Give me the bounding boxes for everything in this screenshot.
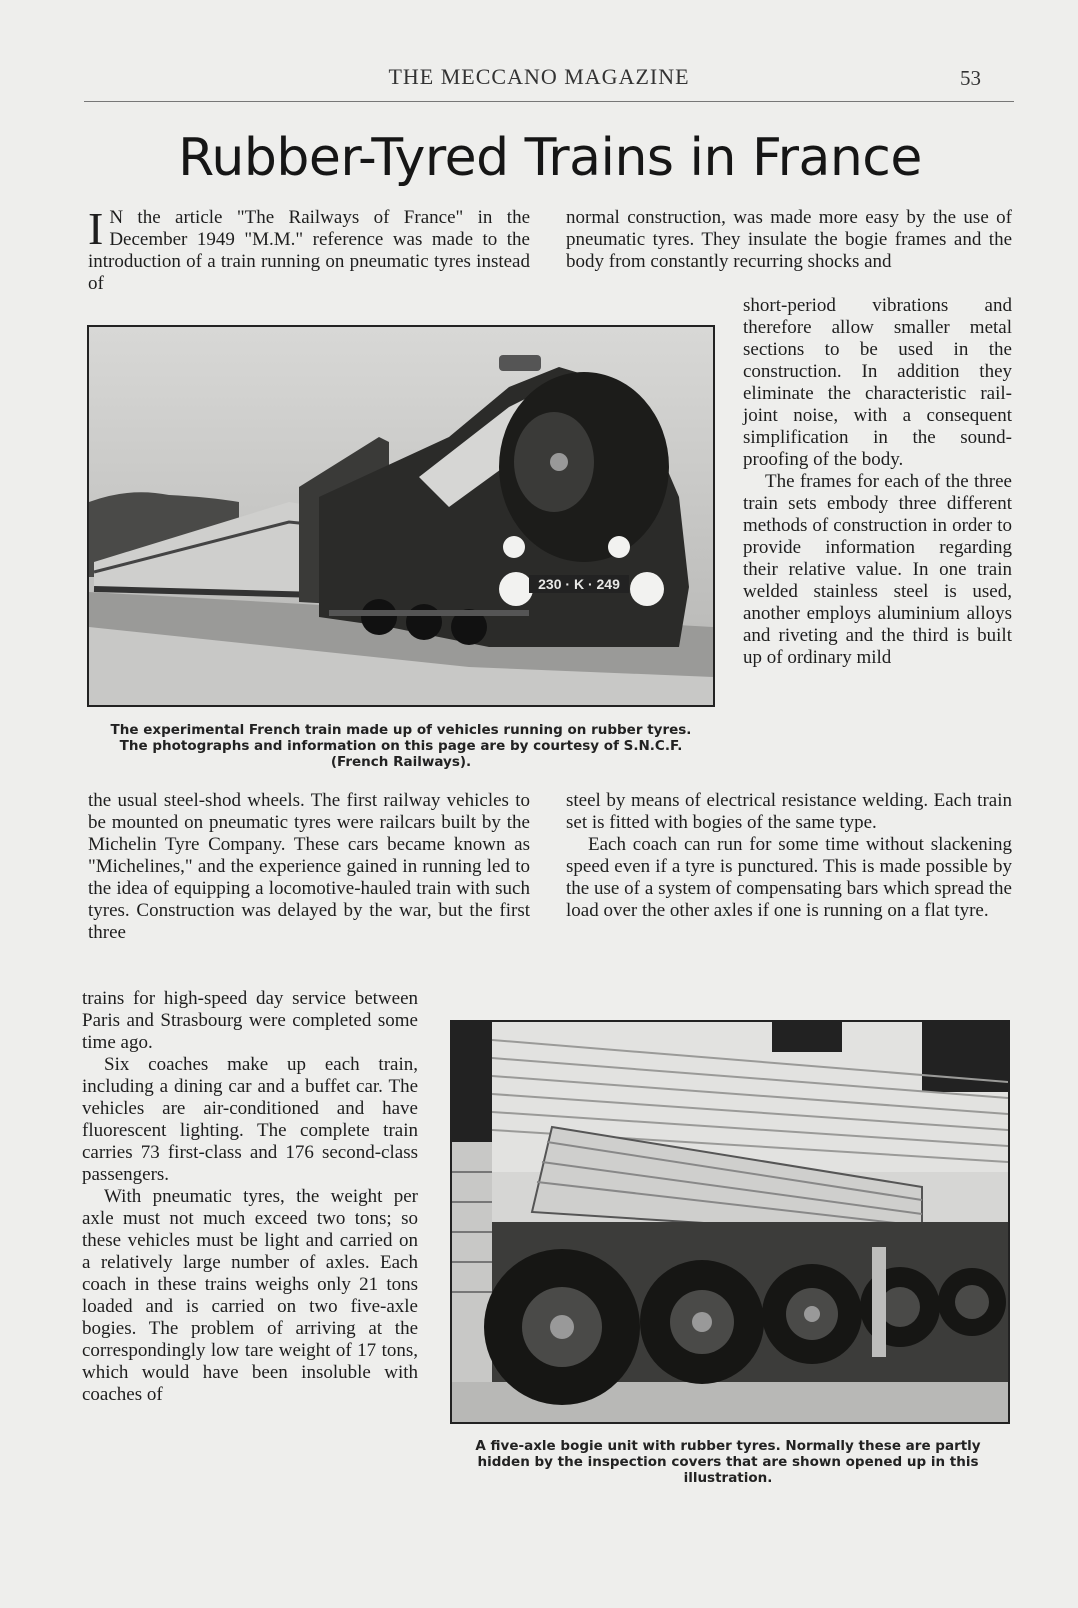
frames-paragraph: The frames for each of the three train sets embody three different methods of construction in order to provide information regarding their relative value. In one train welded stainless steel is used, another employs aluminium alloys and riveting and the third is built up of ordinary mild (743, 471, 1012, 668)
right-top-paragraph: normal construction, was made more easy by the use of pneumatic tyres. They insulate the bogie frames and the body from constantly recurring shocks and (566, 207, 1012, 272)
header-rule (84, 101, 1014, 102)
caption1-line3: (French Railways). (330, 754, 472, 770)
right-column-mid (566, 790, 1012, 922)
magazine-header-title: THE MECCANO MAGAZINE (388, 64, 690, 89)
left-column-mid (88, 790, 530, 944)
drop-cap: I (88, 203, 104, 254)
right-column-narrow (743, 295, 1012, 669)
number-plate-text: 230 · K · 249 (538, 576, 620, 592)
left-column-narrow (82, 988, 418, 1406)
bogie-caption (440, 1438, 1016, 1486)
intro-paragraph (88, 203, 530, 295)
intro-text: N the article "The Railways of France" in the December 1949 "M.M." reference was made to the introduction of a train running on pneumatic tyres instead of (88, 207, 530, 294)
axle-weight-paragraph: With pneumatic tyres, the weight per axle must not much exceed two tons; so these vehicles must be light and carried on a relatively large number of axles. Each coach in these trains weighs only 21 tons loaded and is carried on two five-axle bogies. The problem of arriving at the correspondingly low tare weight of 17 tons, which would have been insoluble with coaches of (82, 1186, 418, 1405)
right-column-top (566, 207, 1012, 273)
bogie-photo (450, 1020, 1010, 1424)
bogie-illustration (452, 1022, 1008, 1422)
welding-paragraph: steel by means of electrical resistance welding. Each train set is fitted with bogies of the same type. (566, 790, 1012, 833)
trains-paragraph: trains for high-speed day service between Paris and Strasbourg were completed some time ago. (82, 988, 418, 1053)
locomotive-caption (85, 722, 717, 770)
coaches-paragraph: Six coaches make up each train, including a dining car and a buffet car. The vehicles are air-conditioned and have fluorescent lighting. The complete train carries 73 first-class and 176 second-class passengers. (82, 1054, 418, 1185)
caption1-line2: The photographs and information on this page are by courtesy of S.N.C.F. (119, 738, 683, 754)
locomotive-photo (87, 325, 715, 707)
flat-tyre-paragraph: Each coach can run for some time without slackening speed even if a tyre is punctured. This is made possible by the use of a system of compensating bars which spread the load over the other axles if one is running on a flat tyre. (566, 834, 1012, 921)
caption2-line2: hidden by the inspection covers that are shown opened up in this (477, 1454, 979, 1470)
locomotive-illustration (89, 327, 713, 705)
vibration-paragraph: short-period vibrations and therefore allow smaller metal sections to be used in the construction. In addition they eliminate the characteristic rail-joint noise, with a consequent simplification in the sound-proofing of the body. (743, 295, 1012, 470)
caption2-line3: illustration. (683, 1470, 773, 1486)
caption2-line1: A five-axle bogie unit with rubber tyres. Normally these are partly (475, 1438, 981, 1454)
caption1-line1: The experimental French train made up of vehicles running on rubber tyres. (110, 722, 692, 738)
michelin-paragraph: the usual steel-shod wheels. The first railway vehicles to be mounted on pneumatic tyres were railcars built by the Michelin Tyre Company. These cars became known as "Michelines," and the experience gained in running led to the idea of equipping a locomotive-hauled train with such tyres. Construction was delayed by the war, but the first three (88, 790, 530, 943)
article-title: Rubber-Tyred Trains in France (178, 128, 922, 188)
page-number: 53 (960, 66, 981, 90)
